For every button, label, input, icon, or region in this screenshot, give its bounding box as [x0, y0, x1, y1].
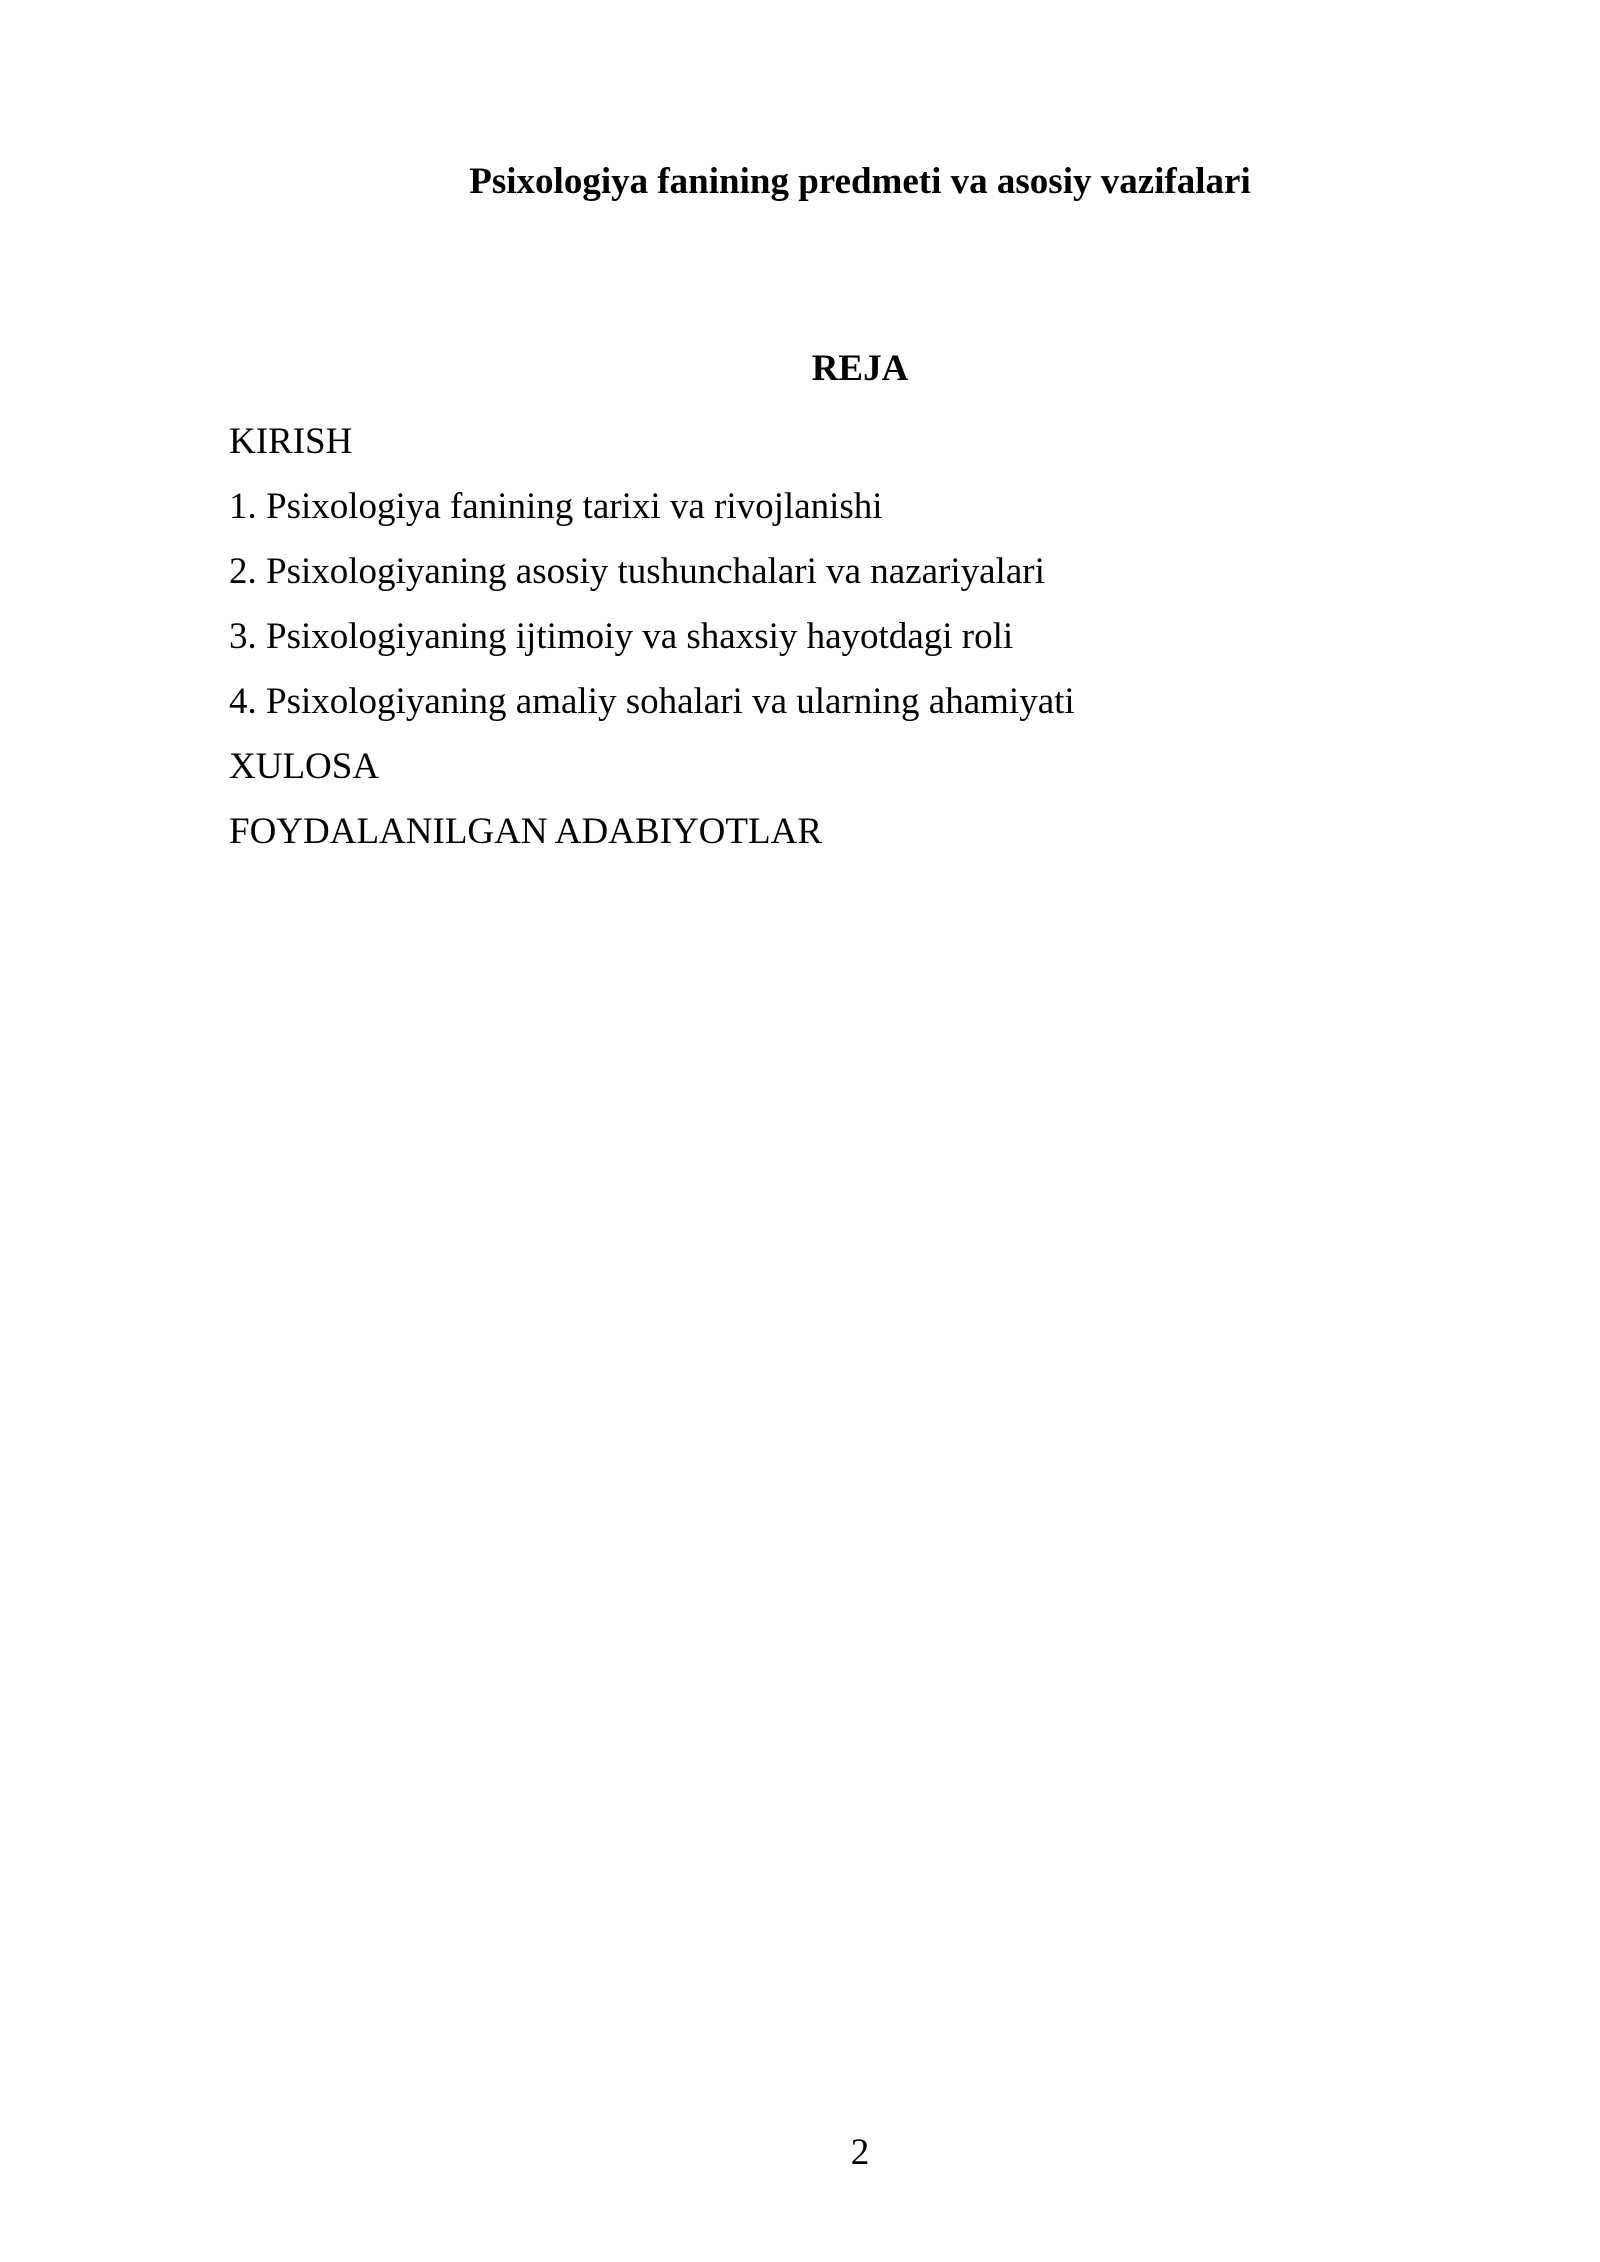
plan-list	[229, 420, 1075, 875]
plan-item-1: 1. Psixologiya fanining tarixi va rivojlanishi	[229, 486, 883, 527]
plan-item-conclusion: XULOSA	[229, 746, 380, 787]
plan-item-introduction: KIRISH	[229, 421, 353, 462]
plan-heading: REJA	[811, 348, 909, 389]
plan-item-references: FOYDALANILGAN ADABIYOTLAR	[229, 811, 822, 852]
document-title: Psixologiya fanining predmeti va asosiy vazifalari	[469, 161, 1251, 202]
plan-item-3: 3. Psixologiyaning ijtimoiy va shaxsiy hayotdagi roli	[229, 616, 1014, 657]
page-number: 2	[850, 2132, 870, 2173]
plan-item-4: 4. Psixologiyaning amaliy sohalari va ularning ahamiyati	[229, 681, 1075, 722]
plan-item-2: 2. Psixologiyaning asosiy tushunchalari va nazariyalari	[229, 551, 1045, 592]
